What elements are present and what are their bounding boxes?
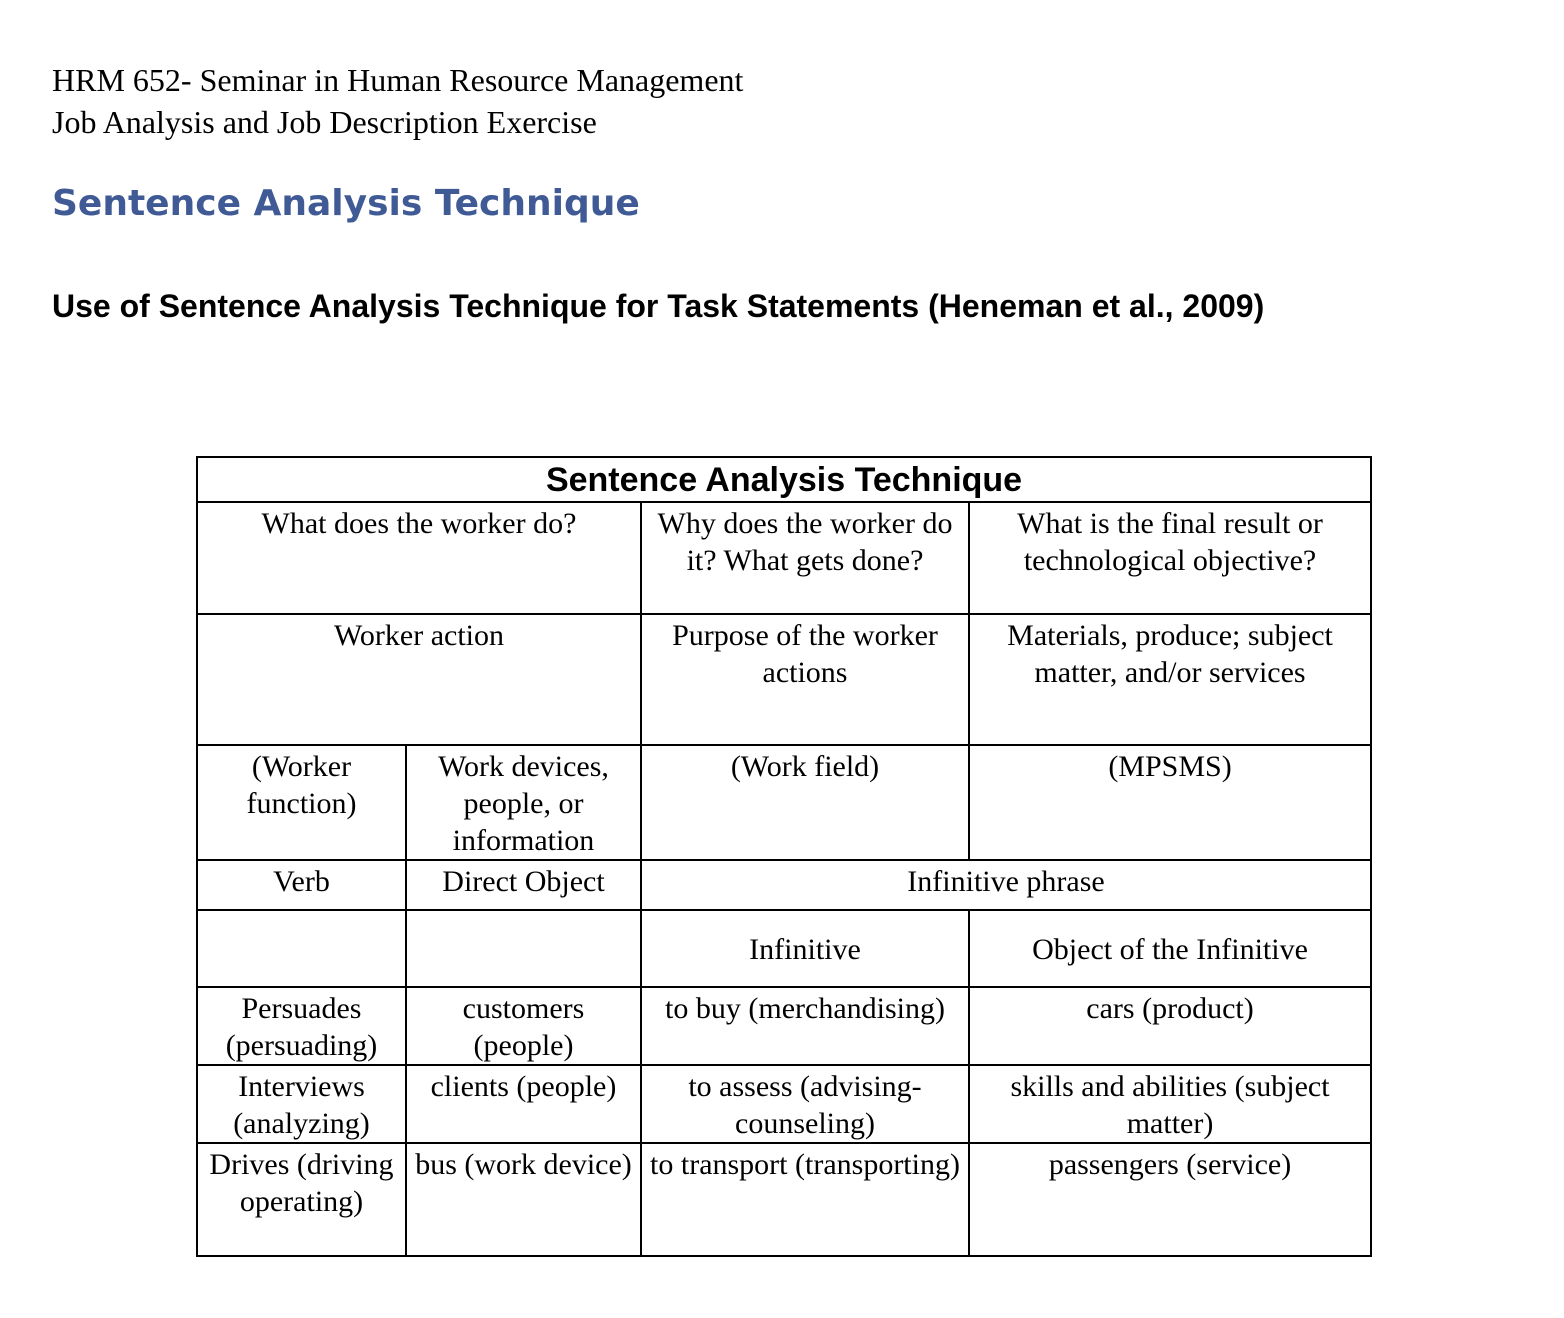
concept-row [197, 614, 1371, 745]
example-object-cell: customers (people) [406, 987, 641, 1065]
example-row [197, 1065, 1371, 1143]
example-verb-cell: Persuades (persuading) [197, 987, 406, 1065]
example-inf-object-cell: passengers (service) [969, 1143, 1371, 1256]
worker-action-cell: Worker action [197, 614, 641, 745]
infinitive-cell: Infinitive [641, 910, 969, 987]
category-row [197, 745, 1371, 860]
subheading: Use of Sentence Analysis Technique for Task Statements (Heneman et al., 2009) [52, 288, 1265, 324]
example-inf-object-cell: cars (product) [969, 987, 1371, 1065]
example-infinitive-cell: to buy (merchandising) [641, 987, 969, 1065]
example-row [197, 987, 1371, 1065]
table-title-row [197, 457, 1371, 502]
object-of-infinitive-cell: Object of the Infinitive [969, 910, 1371, 987]
example-infinitive-cell: to transport (transporting) [641, 1143, 969, 1256]
question-result-cell: What is the final result or technological objective? [969, 502, 1371, 614]
question-row [197, 502, 1371, 614]
example-verb-cell: Interviews (analyzing) [197, 1065, 406, 1143]
example-inf-object-cell: skills and abilities (subject matter) [969, 1065, 1371, 1143]
purpose-cell: Purpose of the worker actions [641, 614, 969, 745]
grammar-row [197, 860, 1371, 910]
exercise-title: Job Analysis and Job Description Exercise [52, 104, 597, 140]
example-infinitive-cell: to assess (advising-counseling) [641, 1065, 969, 1143]
infinitive-phrase-cell: Infinitive phrase [641, 860, 1371, 910]
work-devices-cell: Work devices, people, or information [406, 745, 641, 860]
work-field-cell: (Work field) [641, 745, 969, 860]
sentence-analysis-table [196, 456, 1372, 1257]
empty-cell [406, 910, 641, 987]
example-verb-cell: Drives (driving operating) [197, 1143, 406, 1256]
mpsms-cell: (MPSMS) [969, 745, 1371, 860]
verb-cell: Verb [197, 860, 406, 910]
table-title: Sentence Analysis Technique [197, 457, 1371, 502]
question-what-cell: What does the worker do? [197, 502, 641, 614]
direct-object-cell: Direct Object [406, 860, 641, 910]
example-object-cell: clients (people) [406, 1065, 641, 1143]
question-why-cell: Why does the worker do it? What gets done? [641, 502, 969, 614]
example-object-cell: bus (work device) [406, 1143, 641, 1256]
materials-cell: Materials, produce; subject matter, and/or services [969, 614, 1371, 745]
empty-cell [197, 910, 406, 987]
section-heading: Sentence Analysis Technique [52, 183, 640, 224]
infinitive-row [197, 910, 1371, 987]
example-row [197, 1143, 1371, 1256]
worker-function-cell: (Worker function) [197, 745, 406, 860]
course-title: HRM 652- Seminar in Human Resource Management [52, 62, 744, 98]
